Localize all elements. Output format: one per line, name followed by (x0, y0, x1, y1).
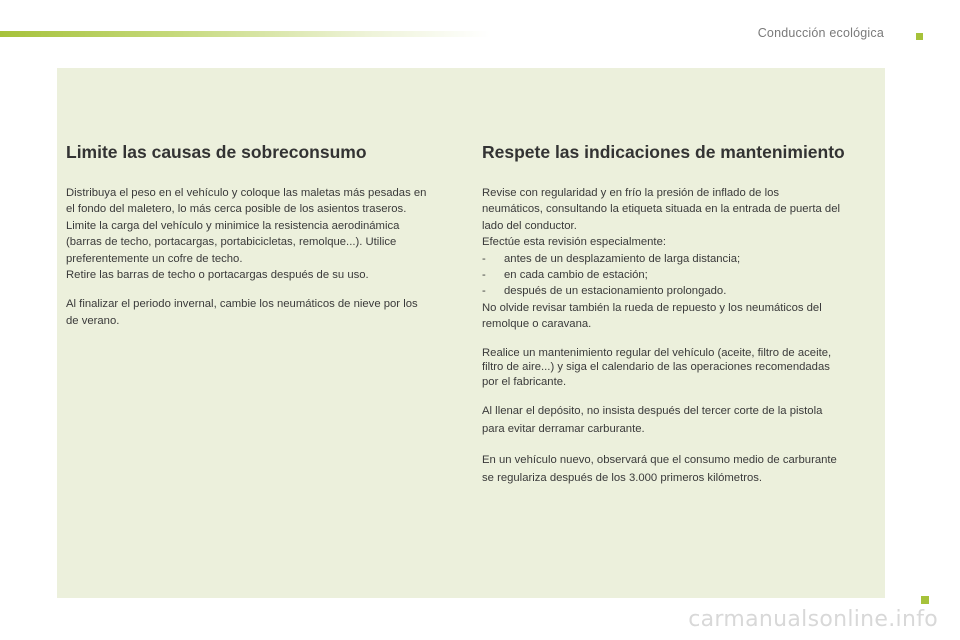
text-line: se regulariza después de los 3.000 primeros kilómetros. (482, 472, 763, 485)
bullet-dash: - (482, 269, 486, 282)
right-paragraph-2 (482, 346, 882, 390)
right-paragraph-1 (482, 185, 882, 333)
text-line: No olvide revisar también la rueda de repuesto y los neumáticos del (482, 301, 822, 314)
text-line: Efectúe esta revisión especialmente: (482, 236, 666, 249)
bullet-item (482, 267, 882, 283)
left-column (66, 142, 464, 342)
text-line: filtro de aire...) y siga el calendario de las operaciones recomendadas (482, 361, 830, 374)
text-line: el fondo del maletero, lo más cerca posible de los asientos traseros. (66, 203, 407, 216)
bullet-text: antes de un desplazamiento de larga distancia; (504, 252, 741, 265)
header-square-marker (916, 33, 923, 40)
text-line: Al llenar el depósito, no insista después del tercer corte de la pistola (482, 405, 823, 418)
text-line: de verano. (66, 314, 120, 327)
text-line: neumáticos, consultando la etiqueta situada en la entrada de puerta del (482, 203, 840, 216)
text-line: Distribuya el peso en el vehículo y coloque las maletas más pesadas en (66, 187, 427, 199)
text-line: (barras de techo, portacargas, portabicicletas, remolque...). Utilice (66, 236, 397, 249)
text-line: por el fabricante. (482, 375, 567, 388)
text-line: lado del conductor. (482, 219, 577, 232)
watermark: carmanualsonline.info (688, 607, 938, 632)
bullet-dash: - (482, 252, 486, 265)
right-paragraph-4 (482, 451, 882, 487)
bullet-item (482, 283, 882, 299)
bullet-item (482, 251, 882, 267)
right-paragraph-3 (482, 402, 882, 438)
text-line: para evitar derramar carburante. (482, 423, 645, 436)
left-paragraph-1 (66, 185, 464, 283)
text-line: remolque o caravana. (482, 318, 592, 331)
header-accent-bar (0, 31, 490, 37)
bullet-text: en cada cambio de estación; (504, 269, 648, 282)
text-line: En un vehículo nuevo, observará que el consumo medio de carburante (482, 454, 837, 467)
text-line: Revise con regularidad y en frío la presión de inflado de los (482, 187, 780, 199)
bullet-text: después de un estacionamiento prolongado. (504, 285, 727, 298)
text-line: Limite la carga del vehículo y minimice la resistencia aerodinámica (66, 219, 400, 232)
left-paragraph-2 (66, 296, 464, 329)
left-heading: Limite las causas de sobreconsumo (66, 142, 367, 162)
right-column (482, 142, 882, 500)
page-number-marker (921, 596, 929, 604)
section-title: Conducción ecológica (757, 26, 884, 40)
right-heading: Respete las indicaciones de mantenimiento (482, 142, 845, 162)
content-panel (57, 68, 885, 598)
bullet-dash: - (482, 285, 486, 298)
text-line: preferentemente un cofre de techo. (66, 252, 243, 265)
text-line: Al finalizar el periodo invernal, cambie los neumáticos de nieve por los (66, 298, 418, 311)
text-line: Retire las barras de techo o portacargas después de su uso. (66, 269, 369, 282)
text-line: Realice un mantenimiento regular del vehículo (aceite, filtro de aceite, (482, 346, 832, 359)
